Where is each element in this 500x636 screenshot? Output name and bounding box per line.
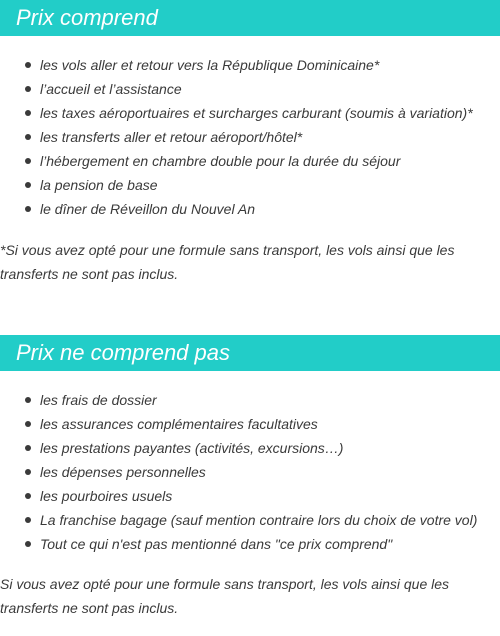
list-item xyxy=(0,173,473,197)
bullet-icon xyxy=(25,62,31,68)
list-item xyxy=(0,53,473,77)
bullet-icon xyxy=(25,445,31,451)
list-item xyxy=(0,484,477,508)
list-item xyxy=(0,388,477,412)
price-excludes-heading: Prix ne comprend pas xyxy=(0,335,500,371)
bullet-icon xyxy=(25,206,31,212)
list-item-text: Tout ce qui n'est pas mentionné dans "ce prix comprend" xyxy=(40,536,393,552)
bullet-icon xyxy=(25,158,31,164)
list-item-text: le dîner de Réveillon du Nouvel An xyxy=(40,201,256,217)
price-excludes-note: Si vous avez opté pour une formule sans transport, les vols ainsi que les transferts ne sont pas inclus. xyxy=(0,576,450,616)
list-item-text: les frais de dossier xyxy=(40,392,157,408)
list-item xyxy=(0,101,473,125)
list-item-text: l’accueil et l’assistance xyxy=(40,81,182,97)
price-includes-list xyxy=(0,53,473,221)
bullet-icon xyxy=(25,469,31,475)
price-includes-note: *Si vous avez opté pour une formule sans transport, les vols ainsi que les transferts ne sont pas inclus. xyxy=(0,242,455,282)
list-item xyxy=(0,508,477,532)
list-item-text: l’hébergement en chambre double pour la durée du séjour xyxy=(40,153,401,169)
list-item xyxy=(0,532,477,556)
list-item xyxy=(0,436,477,460)
bullet-icon xyxy=(25,493,31,499)
list-item-text: les prestations payantes (activités, excursions…) xyxy=(40,440,344,456)
list-item-text: les dépenses personnelles xyxy=(40,464,206,480)
list-item xyxy=(0,125,473,149)
list-item-text: la pension de base xyxy=(40,177,158,193)
bullet-icon xyxy=(25,86,31,92)
list-item xyxy=(0,197,473,221)
price-excludes-list xyxy=(0,388,477,556)
bullet-icon xyxy=(25,517,31,523)
list-item xyxy=(0,77,473,101)
list-item xyxy=(0,412,477,436)
list-item-text: La franchise bagage (sauf mention contraire lors du choix de votre vol) xyxy=(40,512,478,528)
list-item xyxy=(0,149,473,173)
bullet-icon xyxy=(25,182,31,188)
bullet-icon xyxy=(25,110,31,116)
bullet-icon xyxy=(25,397,31,403)
bullet-icon xyxy=(25,134,31,140)
bullet-icon xyxy=(25,541,31,547)
list-item-text: les taxes aéroportuaires et surcharges carburant (soumis à variation)* xyxy=(40,105,473,121)
price-includes-heading: Prix comprend xyxy=(0,0,500,36)
list-item-text: les assurances complémentaires facultatives xyxy=(40,416,318,432)
list-item xyxy=(0,460,477,484)
list-item-text: les pourboires usuels xyxy=(40,488,173,504)
list-item-text: les transferts aller et retour aéroport/hôtel* xyxy=(40,129,303,145)
list-item-text: les vols aller et retour vers la République Dominicaine* xyxy=(40,57,380,73)
bullet-icon xyxy=(25,421,31,427)
